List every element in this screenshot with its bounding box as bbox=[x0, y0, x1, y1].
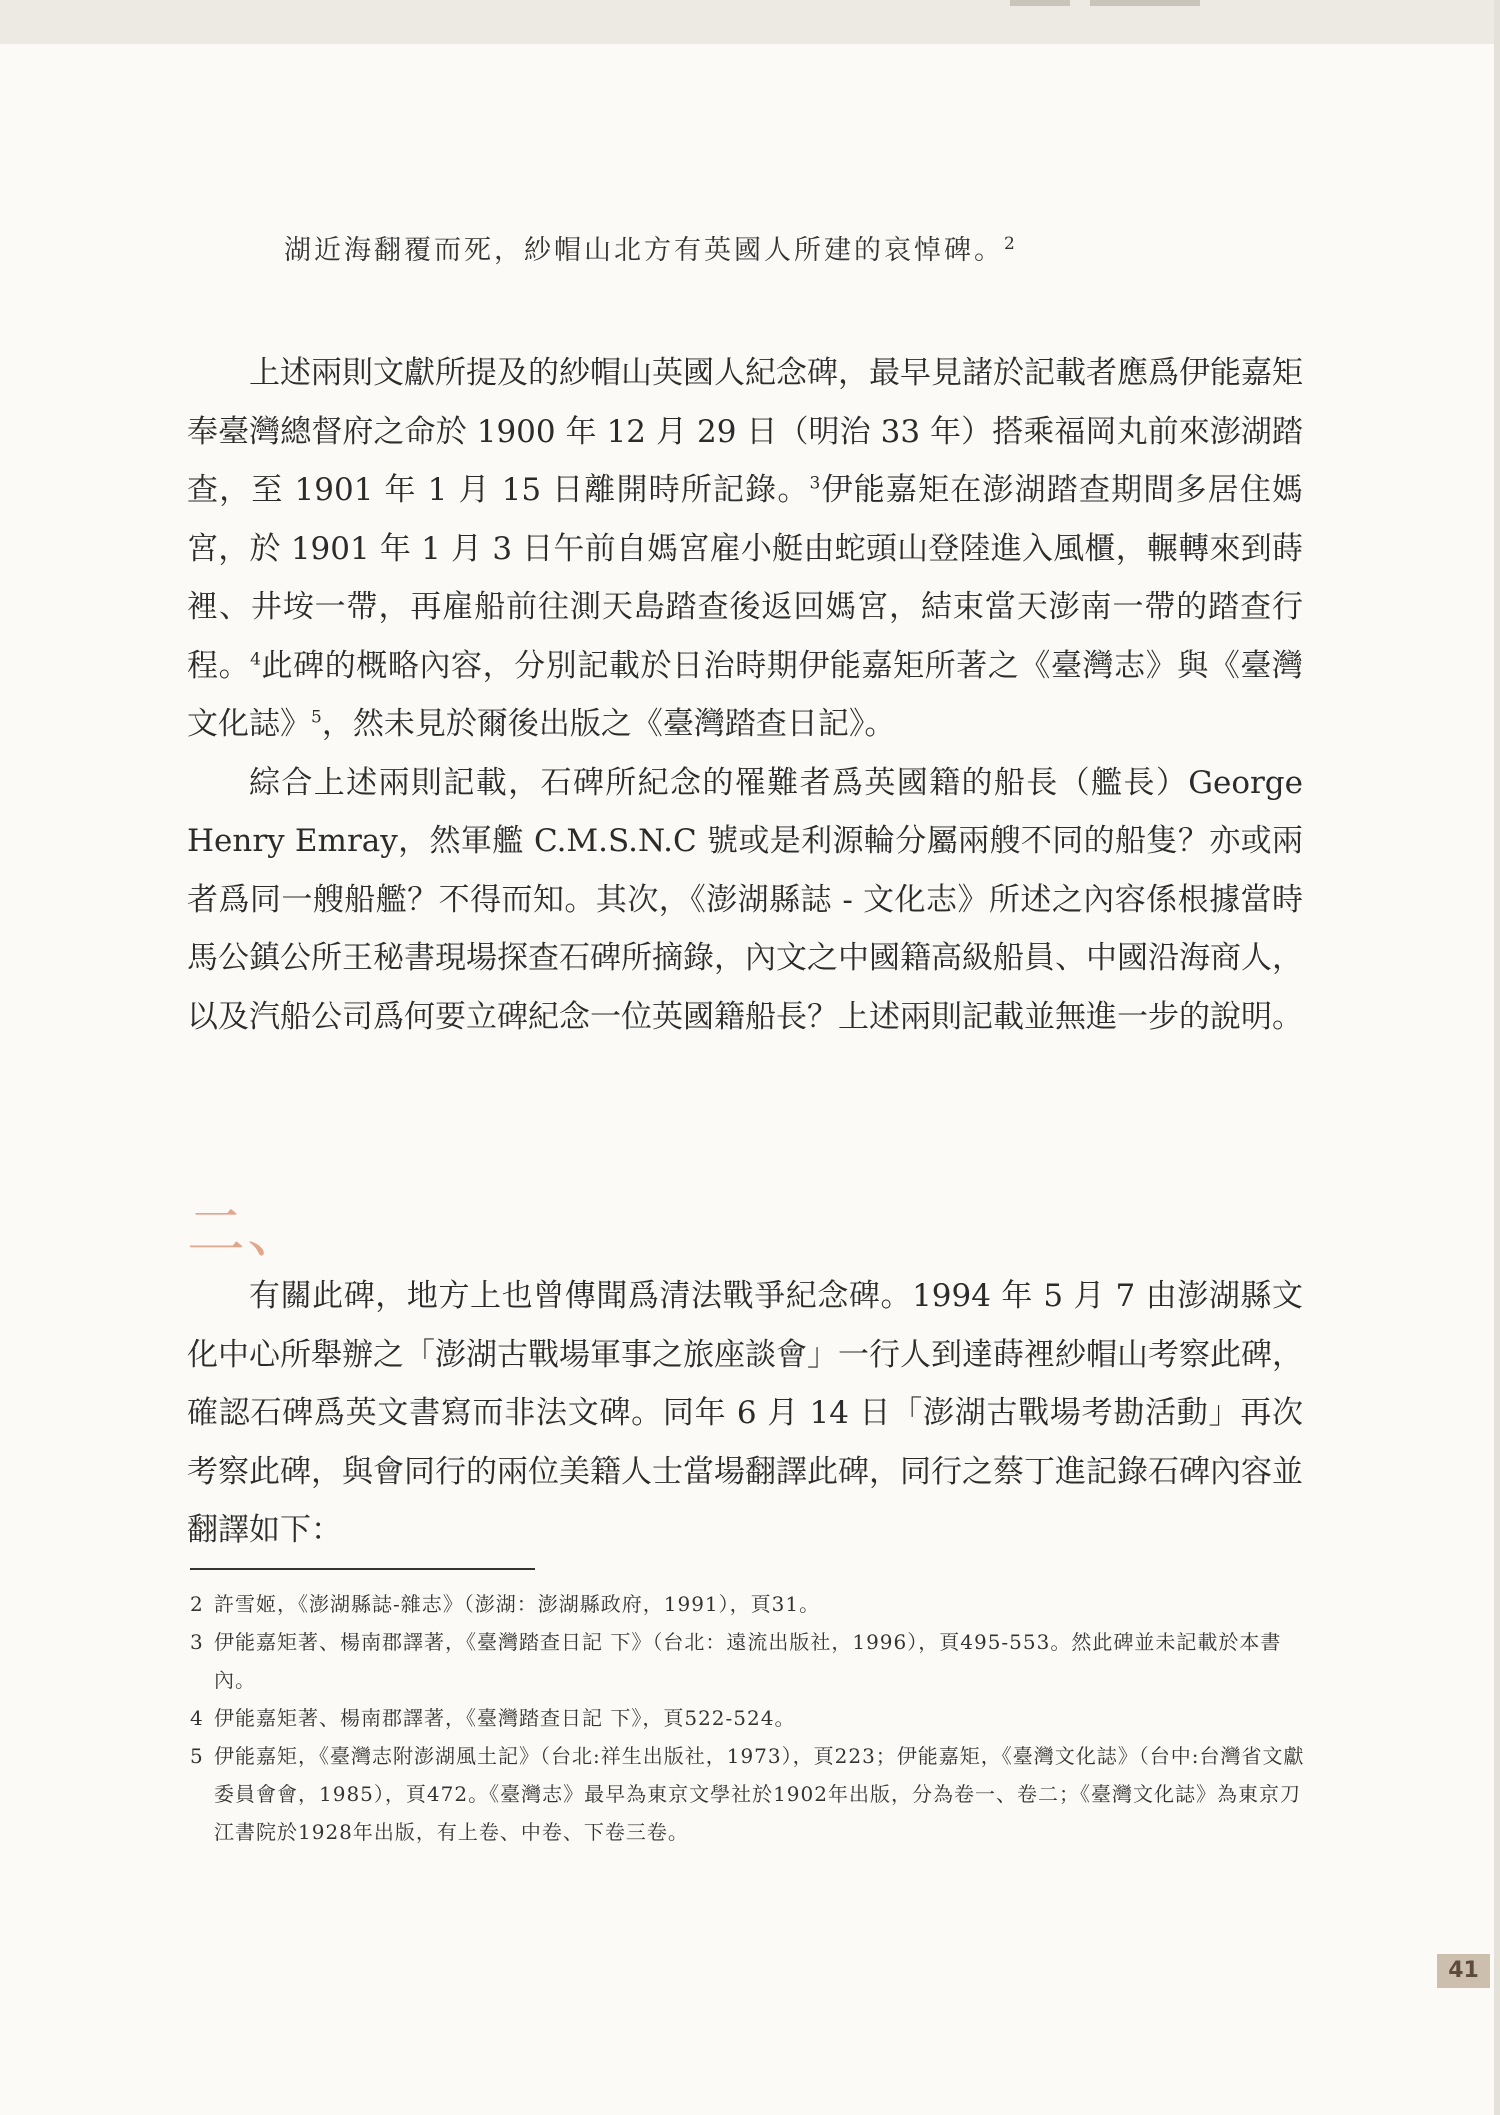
footnote bbox=[190, 1585, 1310, 1623]
footnote-ref-5: 5 bbox=[311, 707, 322, 728]
footnote-ref-3: 3 bbox=[809, 473, 821, 494]
paragraph-2 bbox=[187, 754, 1303, 1047]
footnote-number: 2 bbox=[190, 1592, 204, 1616]
quoted-text: 湖近海翻覆而死，紗帽山北方有英國人所建的哀悼碑。 bbox=[284, 235, 1004, 266]
top-edge-mark bbox=[1010, 0, 1070, 6]
quoted-text-tail bbox=[284, 228, 1018, 267]
footnote-ref-2: 2 bbox=[1004, 234, 1018, 254]
text-segment: ，然未見於爾後出版之《臺灣踏查日記》。 bbox=[321, 706, 896, 742]
footnote bbox=[190, 1623, 1310, 1699]
footnote-ref-4: 4 bbox=[250, 649, 261, 670]
page-right-edge bbox=[1494, 0, 1500, 2115]
top-edge-mark bbox=[1090, 0, 1200, 6]
text-segment: 上述兩則文獻所提及的紗帽山英國人紀念碑，最早見諸於記載者應爲伊能嘉矩奉臺灣總督府之命於 1900 年 12 月 29 日（明治 33 年）搭乘福岡丸前來澎湖踏查，至 1901 年 1 月 15 日離開時所記錄。 bbox=[187, 355, 1303, 508]
footnotes bbox=[190, 1585, 1310, 1851]
section-paragraph: 有關此碑，地方上也曾傳聞爲清法戰爭紀念碑。1994 年 5 月 7 由澎湖縣文化中心所舉辦之「澎湖古戰場軍事之旅座談會」一行人到達蒔裡紗帽山考察此碑，確認石碑爲英文書寫而非法文碑。同年 6 月 14 日「澎湖古戰場考勘活動」再次考察此碑，與會同行的兩位美籍人士當場翻譯此碑，同行之蔡丁進記錄石碑內容並翻譯如下： bbox=[187, 1278, 1303, 1548]
page-number: 41 bbox=[1437, 1954, 1490, 1988]
footnote bbox=[190, 1737, 1310, 1851]
footnote-text: 伊能嘉矩著、楊南郡譯著，《臺灣踏查日記 下》，頁522-524。 bbox=[214, 1706, 796, 1730]
footnote bbox=[190, 1699, 1310, 1737]
footnote-divider bbox=[190, 1568, 535, 1570]
footnote-text: 伊能嘉矩，《臺灣志附澎湖風土記》（台北:祥生出版社，1973），頁223；伊能嘉矩，《臺灣文化誌》（台中:台灣省文獻委員會會，1985），頁472。《臺灣志》最早為東京文學社於1902年出版，分為卷一、卷二；《臺灣文化誌》為東京刀江書院於1928年出版，有上卷、中卷、下卷三卷。 bbox=[214, 1744, 1305, 1844]
footnote-number: 5 bbox=[190, 1744, 204, 1768]
footnote-number: 3 bbox=[190, 1630, 204, 1654]
text-segment: 綜合上述兩則記載，石碑所紀念的罹難者爲英國籍的船長（艦長）George Henry Emray，然軍艦 C.M.S.N.C 號或是利源輪分屬兩艘不同的船隻？亦或兩者爲同一艘船艦？不得而知。其次，《澎湖縣誌 - 文化志》所述之內容係根據當時馬公鎮公所王秘書現場探查石碑所摘錄，內文之中國籍高級船員、中國沿海商人，以及汽船公司爲何要立碑紀念一位英國籍船長？上述兩則記載並無進一步的說明。 bbox=[187, 764, 1303, 1035]
footnote-text: 伊能嘉矩著、楊南郡譯著，《臺灣踏查日記 下》（台北：遠流出版社，1996），頁495-553。然此碑並未記載於本書內。 bbox=[214, 1630, 1282, 1692]
text-segment: 此碑的概略內容，分別記載於日治時期伊能嘉矩所著之《臺灣志》與《臺灣文化誌》 bbox=[187, 647, 1304, 742]
body-text-upper bbox=[187, 344, 1303, 1046]
footnote-text: 許雪姬，《澎湖縣誌-雜志》（澎湖：澎湖縣政府，1991），頁31。 bbox=[214, 1592, 821, 1616]
footnote-number: 4 bbox=[190, 1706, 204, 1730]
paragraph-1 bbox=[187, 344, 1303, 754]
body-text-lower bbox=[187, 1267, 1303, 1560]
page-top-band bbox=[0, 0, 1500, 44]
text-segment: 伊能嘉矩在澎湖踏查期間多居住媽宮，於 1901 年 1 月 3 日午前自媽宮雇小艇由蛇頭山登陸進入風櫃，輾轉來到蒔裡、井垵一帶，再雇船前往測天島踏查後返回媽宮，結束當天澎南一帶的踏查行程。 bbox=[187, 472, 1303, 684]
section-heading: 二、 bbox=[187, 1197, 308, 1265]
